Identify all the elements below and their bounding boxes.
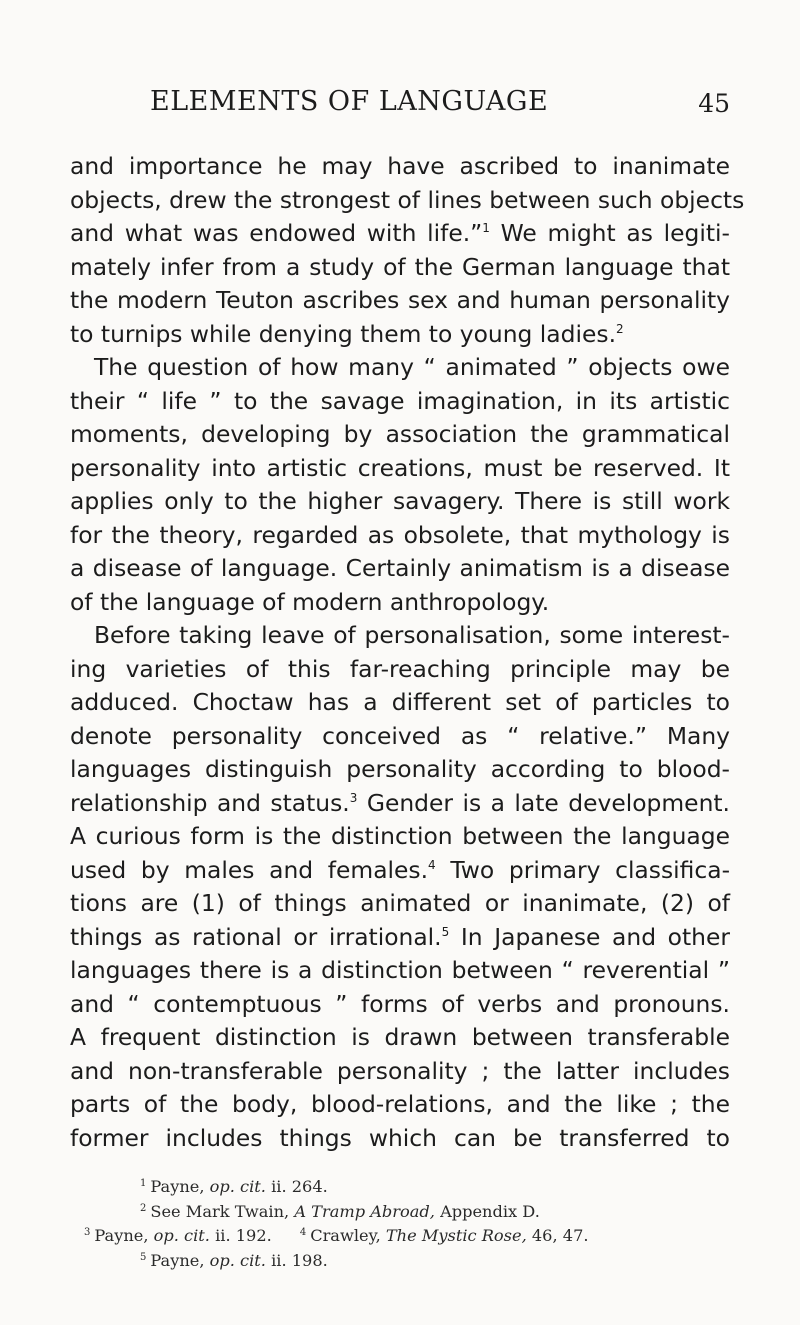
running-title: ELEMENTS OF LANGUAGE (150, 86, 549, 117)
footnote-author: Payne, (150, 1250, 205, 1270)
text-run: We might as legiti- (500, 219, 730, 247)
footnote-ref: 4 (428, 857, 436, 872)
running-head (150, 86, 730, 126)
text-line: moments, developing by association the grammatical (70, 420, 730, 448)
text-run: In Japanese and other (460, 922, 730, 951)
text-line: denote personality conceived as “ relative.” Many (70, 721, 730, 750)
text-line (70, 854, 730, 888)
text-line: objects, drew the strongest of lines between such objects (70, 185, 745, 214)
footnote-mark: 4 (299, 1227, 307, 1238)
footnote-mark: 2 (140, 1202, 147, 1214)
text-line: languages there is a distinction between “ reverential ” (70, 956, 730, 984)
text-line: applies only to the higher savagery. There is still work (70, 487, 730, 515)
footnote-ref: 1 (482, 221, 490, 235)
text-run: used by males and females. (70, 855, 429, 884)
footnote-opcit: op. cit. (209, 1250, 266, 1270)
footnote-ref: 3 (349, 790, 358, 805)
text-line: A curious form is the distinction between the language (70, 822, 730, 850)
text-line: and “ contemptuous ” forms of verbs and pronouns. (70, 989, 730, 1018)
text-line: and importance he may have ascribed to inanimate (70, 152, 730, 180)
text-line: Before taking leave of personalisation, some interest- (94, 621, 730, 649)
text-line (70, 787, 730, 821)
text-line: parts of the body, blood-relations, and the like ; the (70, 1090, 730, 1118)
text-line: a disease of language. Certainly animatism is a disease (70, 554, 730, 582)
footnote-author: Payne, (150, 1177, 205, 1196)
text-line: of the language of modern anthropology. (70, 587, 550, 616)
footnote-title: A Tramp Abroad, (294, 1201, 435, 1221)
text-run: relationship and status. (70, 788, 350, 817)
footnote-mark: 5 (140, 1251, 147, 1263)
footnote-1 (70, 1175, 730, 1200)
text-line (70, 921, 730, 955)
text-line: former includes things which can be transferred to (70, 1123, 730, 1152)
text-line: mately infer from a study of the German language that (70, 252, 730, 281)
footnote-ref: 5 (441, 924, 450, 939)
text-line: and non-transferable personality ; the latter includes (70, 1056, 730, 1085)
footnote-location: ii. 264. (271, 1177, 328, 1196)
footnote-opcit: op. cit. (209, 1177, 266, 1196)
text-line: the modern Teuton ascribes sex and human personality (70, 286, 730, 314)
text-line: languages distinguish personality according to blood- (70, 755, 730, 783)
text-run: to turnips while denying them to young ladies. (70, 319, 617, 348)
footnote-mark: 1 (140, 1178, 147, 1189)
text-run: Gender is a late development. (366, 788, 730, 817)
text-line: tions are (1) of things animated or inanimate, (2) of (70, 889, 730, 917)
footnote-author: Payne, (94, 1226, 149, 1245)
footnote-ref: 2 (616, 321, 624, 336)
body-text (70, 150, 745, 1155)
footnotes (70, 1175, 730, 1273)
text-line: ing varieties of this far-reaching principle may be (70, 654, 730, 683)
text-run: and what was endowed with life.” (70, 219, 483, 247)
text-line: adduced. Choctaw has a different set of particles to (70, 688, 730, 716)
text-line: for the theory, regarded as obsolete, that mythology is (70, 520, 730, 549)
footnote-text: Appendix D. (440, 1201, 540, 1221)
footnote-5 (70, 1249, 730, 1274)
footnote-mark: 3 (84, 1227, 91, 1238)
text-line (70, 217, 730, 251)
page-number: 45 (698, 89, 730, 118)
footnote-location: ii. 192. (215, 1226, 272, 1245)
text-line: A frequent distinction is drawn between transferable (70, 1023, 730, 1051)
text-line: The question of how many “ animated ” objects owe (94, 353, 730, 381)
footnote-location: 46, 47. (531, 1226, 589, 1245)
footnote-text: See Mark Twain, (150, 1201, 290, 1221)
footnote-title: The Mystic Rose, (385, 1226, 527, 1245)
text-line: personality into artistic creations, must be reserved. It (70, 453, 730, 482)
text-line: their “ life ” to the savage imagination, in its artistic (70, 386, 730, 415)
text-run: Two primary classifica- (450, 855, 731, 884)
text-line (70, 318, 730, 352)
footnote-3-4 (70, 1224, 730, 1249)
footnote-author: Crawley, (310, 1226, 381, 1245)
footnote-2 (70, 1200, 730, 1225)
text-run: things as rational or irrational. (70, 922, 442, 951)
footnote-location: ii. 198. (271, 1250, 328, 1270)
footnote-opcit: op. cit. (153, 1226, 210, 1245)
